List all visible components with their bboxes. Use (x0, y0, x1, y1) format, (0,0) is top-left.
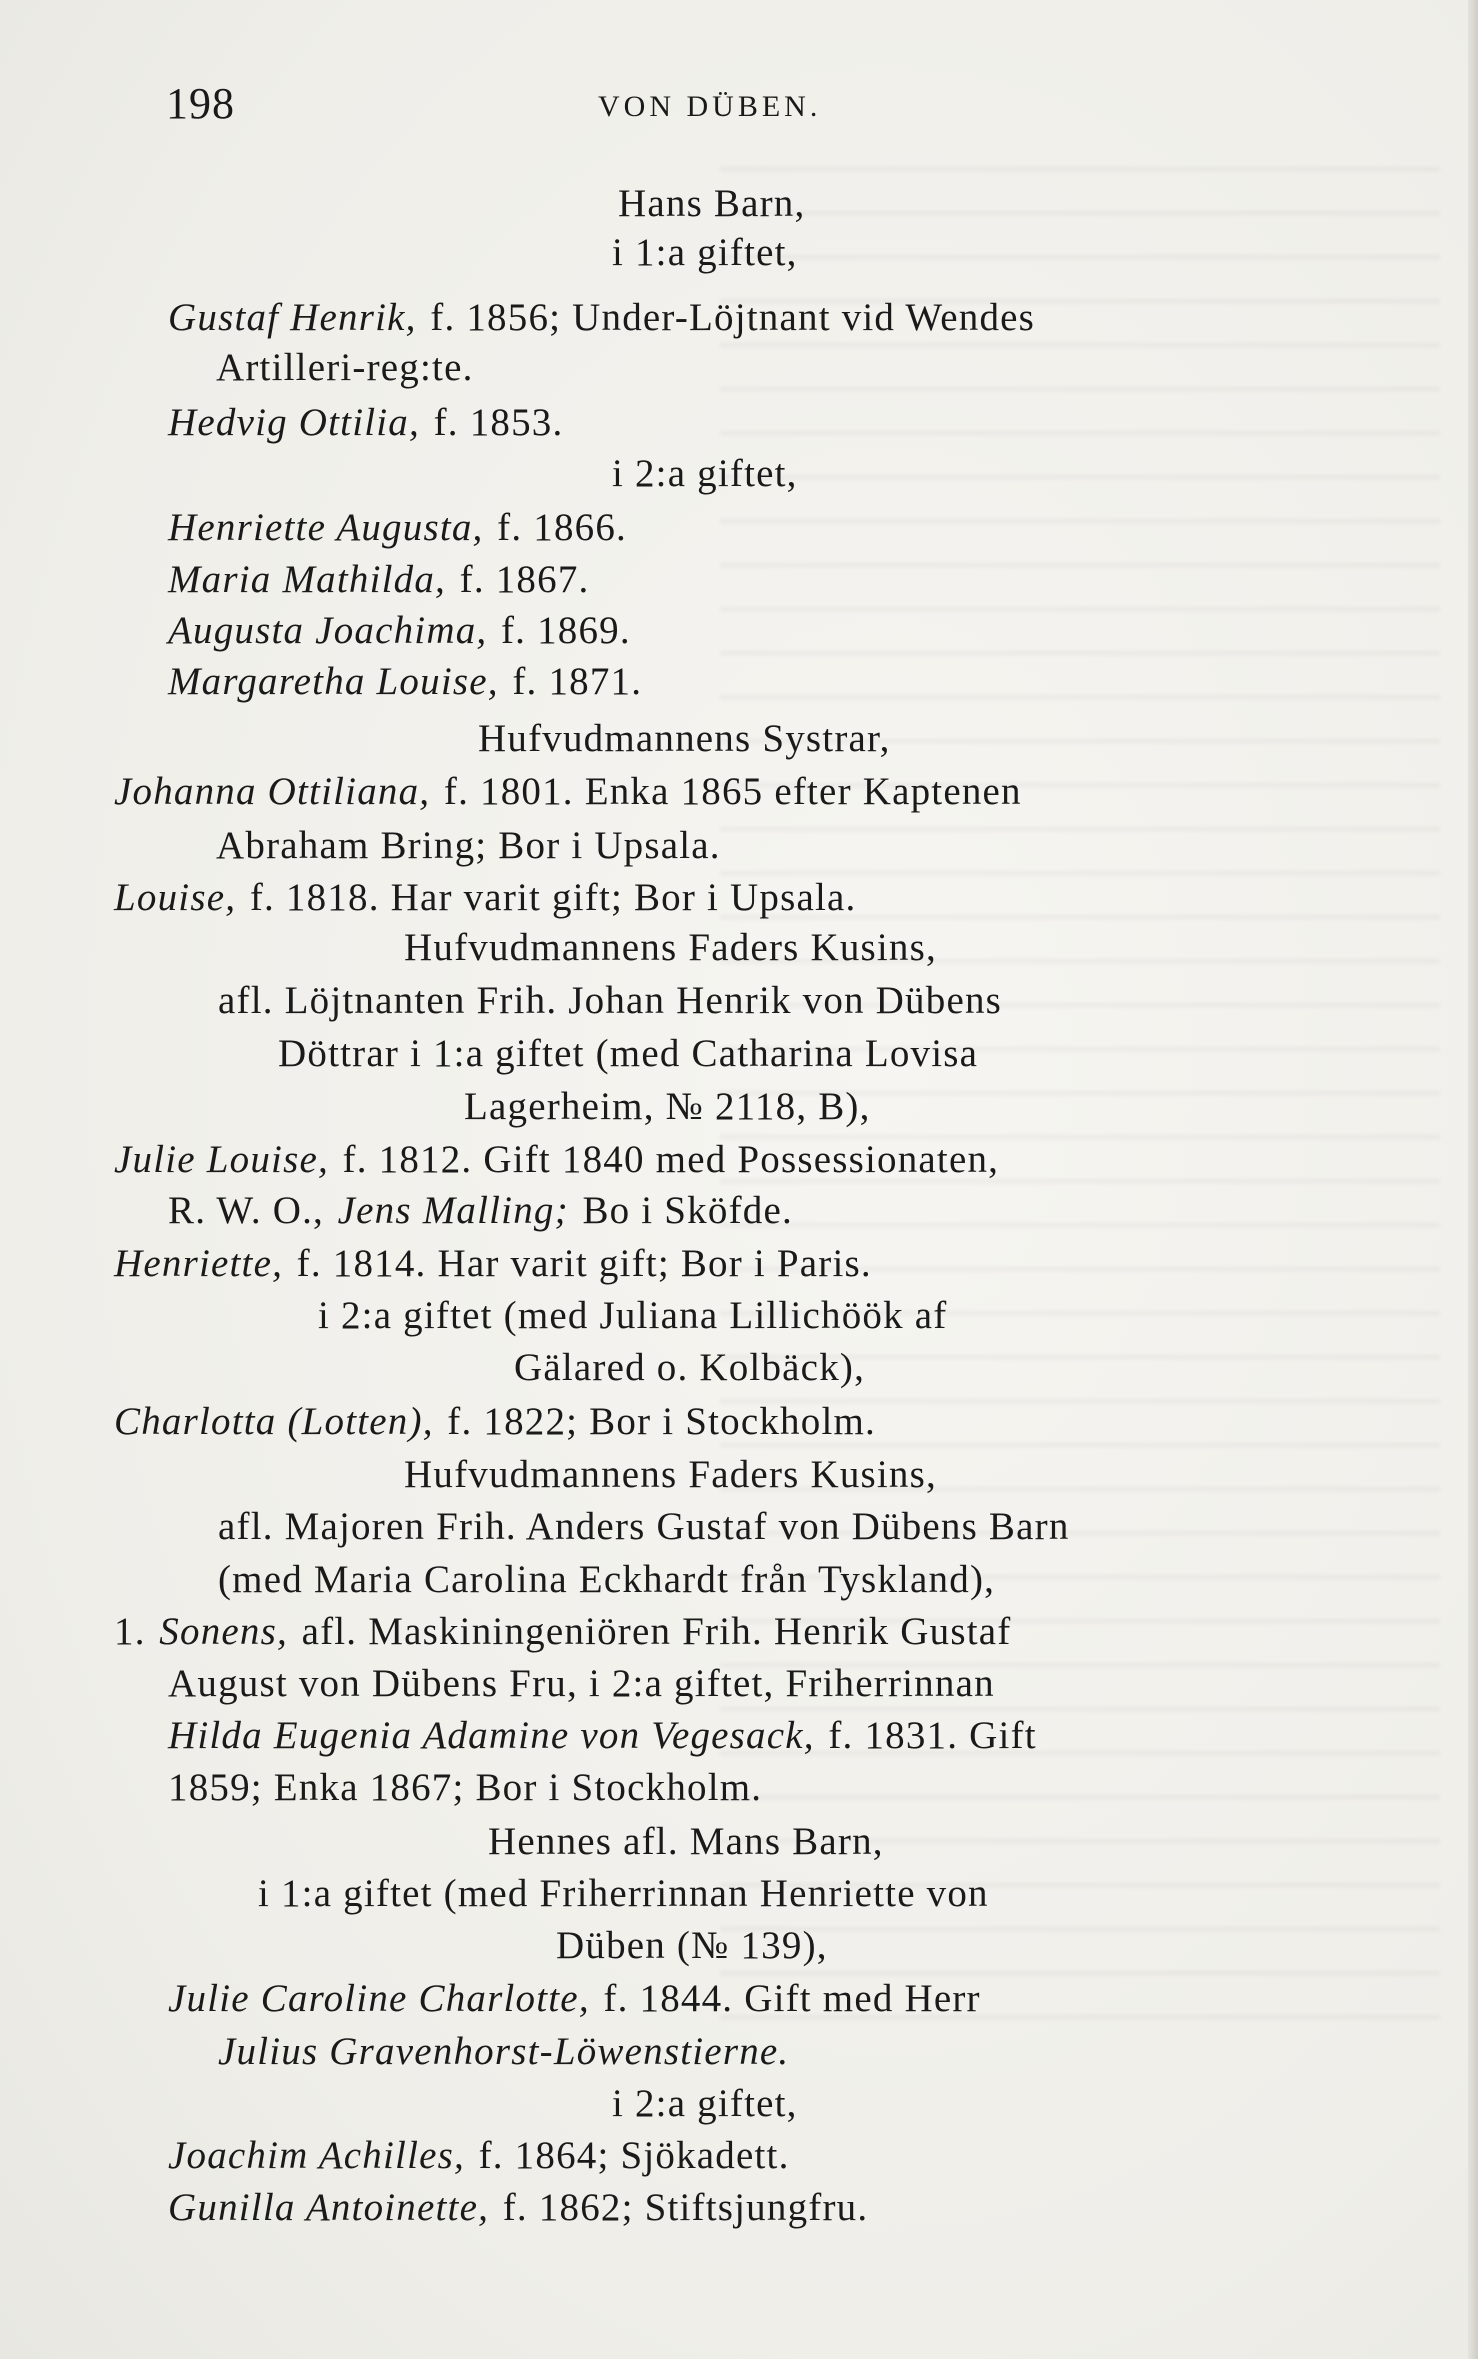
text-line (318, 1292, 947, 1340)
line-text: f. 1867. (459, 558, 590, 601)
text-line (404, 1451, 937, 1499)
page-number: 198 (166, 79, 235, 128)
text-line (612, 2080, 798, 2128)
italic-name-text: Maria Mathilda, (168, 558, 446, 601)
text-line (218, 2028, 789, 2076)
line-text: August von Dübens Fru, i 2:a giftet, Friherrinnan (168, 1662, 995, 1705)
text-line (168, 607, 631, 655)
running-title: VON DÜBEN. (598, 90, 822, 123)
line-text: i 2:a giftet, (612, 2082, 798, 2125)
line-text: Hans Barn, (618, 182, 806, 225)
text-line (278, 1030, 978, 1078)
text-line (168, 556, 589, 604)
line-text: f. 1866. (497, 506, 627, 549)
line-text: Döttrar i 1:a giftet (med Catharina Lovisa (278, 1032, 979, 1075)
line-text: i 1:a giftet (med Friherrinnan Henriette von (258, 1872, 989, 1915)
line-text: f. 1812. Gift 1840 med Possessionaten, (342, 1138, 1000, 1181)
text-line (218, 977, 1002, 1025)
line-text: Hennes afl. Mans Barn, (488, 1820, 884, 1863)
italic-name-text: Joachim Achilles, (168, 2134, 465, 2177)
italic-name-text: Augusta Joachima, (168, 609, 488, 652)
line-text: 1. (114, 1610, 146, 1653)
italic-name-text: Hedvig Ottilia, (168, 401, 420, 444)
text-line (218, 1556, 995, 1604)
italic-name-text: Julie Caroline Charlotte, (168, 1977, 590, 2020)
line-text: Artilleri-reg:te. (216, 346, 474, 389)
line-text: Lagerheim, № 2118, B), (464, 1085, 871, 1128)
text-line (168, 1764, 762, 1812)
line-text: Bo i Sköfde. (582, 1189, 793, 1232)
line-text: f. 1801. Enka 1865 efter Kaptenen (443, 770, 1022, 813)
line-text: f. 1862; Stiftsjungfru. (502, 2186, 869, 2229)
line-text: afl. Löjtnanten Frih. Johan Henrik von Dübens (218, 979, 1003, 1022)
line-text: f. 1844. Gift med Herr (603, 1977, 981, 2020)
italic-name-text: Charlotta (Lotten), (114, 1400, 434, 1443)
text-line (612, 229, 798, 277)
italic-name-text: Johanna Ottiliana, (114, 770, 431, 813)
line-text: f. 1822; Bor i Stockholm. (447, 1400, 876, 1443)
text-line (168, 1187, 793, 1235)
line-text: f. 1853. (433, 401, 564, 444)
text-line (488, 1818, 884, 1866)
text-line (114, 1240, 872, 1288)
text-line (218, 1503, 1070, 1551)
line-text: i 2:a giftet, (612, 452, 798, 495)
text-line (114, 874, 856, 922)
text-line (168, 658, 642, 706)
text-line (216, 344, 474, 392)
line-text: f. 1864; Sjökadett. (478, 2134, 790, 2177)
line-text: Hufvudmannens Systrar, (478, 717, 891, 760)
italic-name-text: Sonens, (159, 1610, 288, 1653)
italic-name-text: Henriette Augusta, (168, 506, 484, 549)
text-line (216, 822, 721, 870)
line-text: Düben (№ 139), (556, 1924, 828, 1967)
text-line (114, 768, 1022, 816)
line-text: i 2:a giftet (med Juliana Lillichöök af (318, 1294, 948, 1337)
italic-name-text: Jens Malling; (337, 1189, 569, 1232)
text-line (612, 450, 798, 498)
line-text: Hufvudmannens Faders Kusins, (404, 926, 937, 969)
line-text: R. W. O., (168, 1189, 325, 1232)
text-line (258, 1870, 989, 1918)
line-text: (med Maria Carolina Eckhardt från Tyskland), (218, 1558, 996, 1601)
page-edge-shadow (1468, 0, 1478, 2359)
line-text: f. 1831. Gift (828, 1714, 1037, 1757)
line-text: f. 1856; Under-Löjtnant vid Wendes (430, 296, 1036, 339)
text-line (168, 399, 563, 447)
italic-name-text: Gustaf Henrik, (168, 296, 417, 339)
line-text: Hufvudmannens Faders Kusins, (404, 1453, 937, 1496)
text-line (514, 1344, 865, 1392)
text-line (464, 1083, 871, 1131)
text-line (168, 1712, 1037, 1760)
text-line (168, 504, 627, 552)
italic-name-text: Julius Gravenhorst-Löwenstierne. (218, 2030, 790, 2073)
line-text: Abraham Bring; Bor i Upsala. (216, 824, 721, 867)
italic-name-text: Louise, (114, 876, 237, 919)
italic-name-text: Henriette, (114, 1242, 284, 1285)
italic-name-text: Margaretha Louise, (168, 660, 499, 703)
text-line (556, 1922, 828, 1970)
line-text: afl. Majoren Frih. Anders Gustaf von Dübens Barn (218, 1505, 1070, 1548)
line-text: Gälared o. Kolbäck), (514, 1346, 866, 1389)
text-line (168, 2132, 790, 2180)
italic-name-text: Julie Louise, (114, 1138, 329, 1181)
text-line (618, 180, 805, 228)
line-text: i 1:a giftet, (612, 231, 798, 274)
text-line (404, 924, 937, 972)
italic-name-text: Gunilla Antoinette, (168, 2186, 490, 2229)
line-text: 1859; Enka 1867; Bor i Stockholm. (168, 1766, 763, 1809)
text-line (114, 1398, 876, 1446)
line-text: f. 1871. (512, 660, 643, 703)
text-line (114, 1608, 1011, 1656)
line-text: f. 1818. Har varit gift; Bor i Upsala. (249, 876, 857, 919)
text-line (168, 294, 1035, 342)
line-text: afl. Maskiningeniören Frih. Henrik Gustaf (301, 1610, 1012, 1653)
text-line (478, 715, 891, 763)
text-line (168, 2184, 868, 2232)
text-line (114, 1136, 999, 1184)
text-line (168, 1660, 995, 1708)
text-line (168, 1975, 981, 2023)
italic-name-text: Hilda Eugenia Adamine von Vegesack, (168, 1714, 815, 1757)
line-text: f. 1814. Har varit gift; Bor i Paris. (296, 1242, 872, 1285)
line-text: f. 1869. (501, 609, 631, 652)
